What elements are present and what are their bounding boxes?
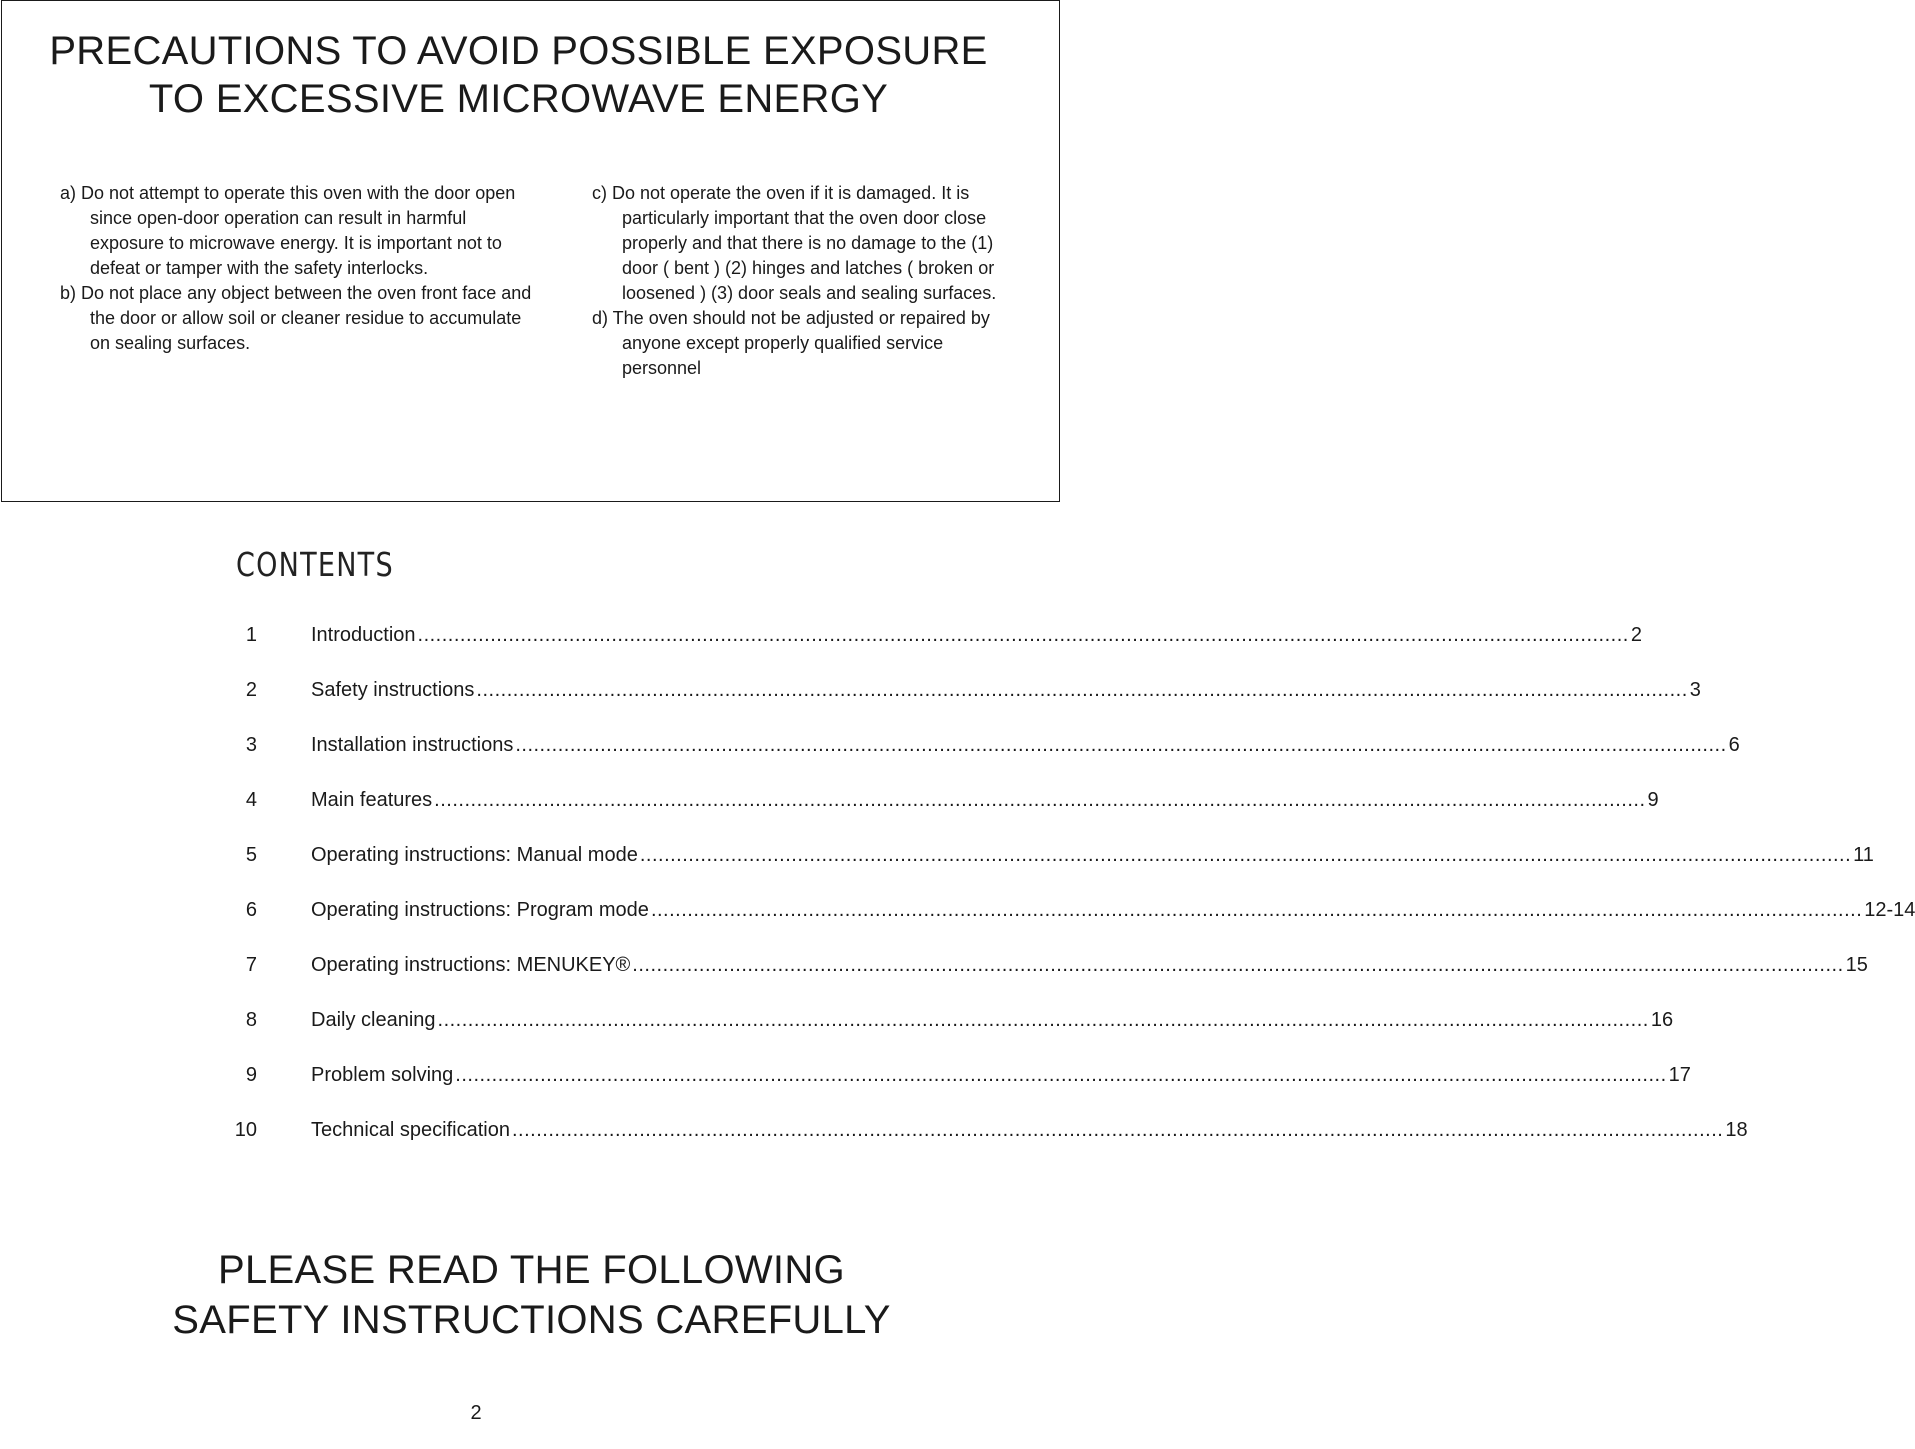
table-of-contents (225, 624, 1915, 1174)
toc-entry-number: 8 (245, 1009, 257, 1031)
toc-entry-title: Introduction (311, 624, 416, 646)
toc-entry-leader: ........................................................................................................................................................................................................ (455, 1064, 1667, 1086)
toc-entry-page: 2 (1630, 624, 1642, 646)
toc-entry (225, 624, 1642, 679)
toc-entry (225, 1009, 1674, 1064)
toc-entry-leader: ........................................................................................................................................................................................................ (417, 624, 1629, 646)
precautions-right-column (592, 181, 1012, 381)
closing-heading (0, 1245, 1063, 1345)
toc-entry-title: Installation instructions (311, 734, 514, 756)
toc-entry-title: Main features (311, 789, 433, 811)
toc-entry (225, 679, 1701, 734)
toc-entry-title: Operating instructions: Manual mode (311, 844, 638, 866)
precautions-title-line1: PRECAUTIONS TO AVOID POSSIBLE EXPOSURE (49, 29, 988, 73)
toc-entry-page: 11 (1853, 844, 1874, 866)
toc-entry-number: 4 (245, 789, 257, 811)
toc-entry-number: 9 (245, 1064, 257, 1086)
precautions-box (1, 0, 1060, 502)
precaution-item-c: c) Do not operate the oven if it is damaged. It is particularly important that the oven door close properly and that there is no damage to the (1) door ( bent ) (2) hinges and latches ( broken or loosened ) (3) door seals and sealing surfaces. (592, 183, 997, 303)
toc-entry-number: 5 (245, 844, 257, 866)
contents-title: CONTENTS (236, 545, 394, 584)
precaution-item-b: b) Do not place any object between the oven front face and the door or allow soil or cleaner residue to accumulate on sealing surfaces. (60, 283, 532, 353)
toc-entry-number: 2 (245, 679, 257, 701)
toc-entry-leader: ........................................................................................................................................................................................................ (512, 1119, 1724, 1141)
toc-entry (225, 1064, 1691, 1119)
precautions-title-line2: TO EXCESSIVE MICROWAVE ENERGY (148, 77, 889, 121)
toc-entry-page: 15 (1845, 954, 1868, 976)
toc-entry-number: 10 (234, 1119, 257, 1141)
toc-entry-leader: ........................................................................................................................................................................................................ (434, 789, 1646, 811)
toc-entry-page: 12-14 (1864, 899, 1915, 921)
toc-entry-title: Operating instructions: MENUKEY® (311, 954, 631, 976)
toc-entry-title: Daily cleaning (311, 1009, 436, 1031)
toc-entry-number: 7 (245, 954, 257, 976)
toc-entry (225, 789, 1659, 844)
toc-entry-page: 6 (1728, 734, 1740, 756)
toc-entry-title: Operating instructions: Program mode (311, 899, 649, 921)
toc-entry-leader: ........................................................................................................................................................................................................ (437, 1009, 1649, 1031)
toc-entry-page: 17 (1668, 1064, 1691, 1086)
toc-entry (225, 899, 1915, 954)
toc-entry-leader: ........................................................................................................................................................................................................ (632, 954, 1844, 976)
toc-entry-title: Problem solving (311, 1064, 454, 1086)
toc-entry-number: 3 (245, 734, 257, 756)
toc-entry-page: 18 (1725, 1119, 1748, 1141)
toc-entry-leader: ........................................................................................................................................................................................................ (515, 734, 1727, 756)
precautions-title (2, 27, 1035, 123)
closing-line1: PLEASE READ THE FOLLOWING (218, 1248, 845, 1292)
toc-entry-title: Technical specification (311, 1119, 510, 1141)
toc-entry-page: 3 (1689, 679, 1701, 701)
toc-entry-leader: ........................................................................................................................................................................................................ (650, 899, 1863, 921)
toc-entry (225, 1119, 1748, 1174)
closing-line2: SAFETY INSTRUCTIONS CAREFULLY (172, 1298, 891, 1342)
toc-entry-page: 16 (1650, 1009, 1674, 1031)
toc-entry (225, 734, 1740, 789)
toc-entry-number: 1 (245, 624, 257, 646)
toc-entry (225, 954, 1868, 1009)
toc-entry (225, 844, 1874, 899)
toc-entry-number: 6 (245, 899, 257, 921)
precaution-item-d: d) The oven should not be adjusted or repaired by anyone except properly qualified service personnel (592, 308, 990, 378)
toc-entry-page: 9 (1647, 789, 1659, 811)
toc-entry-leader: ........................................................................................................................................................................................................ (639, 844, 1852, 866)
precaution-item-a: a) Do not attempt to operate this oven with the door open since open-door operation can result in harmful exposure to microwave energy. It is important not to defeat or tamper with the safety interlocks. (60, 183, 516, 278)
toc-entry-title: Safety instructions (311, 679, 475, 701)
toc-entry-leader: ........................................................................................................................................................................................................ (476, 679, 1688, 701)
precautions-left-column (60, 181, 540, 356)
page-number: 2 (470, 1402, 482, 1424)
